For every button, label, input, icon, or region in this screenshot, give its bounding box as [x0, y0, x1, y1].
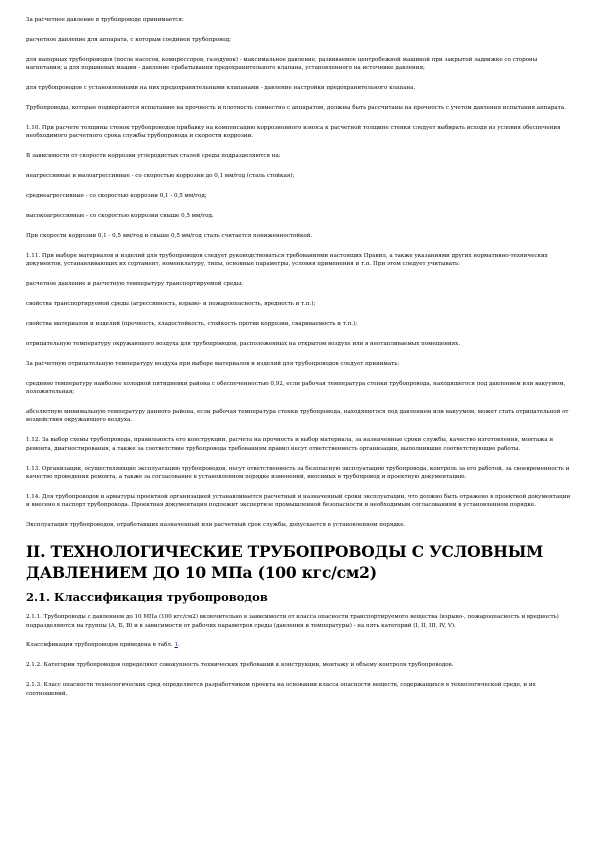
table-1-link[interactable]: 1 [174, 642, 178, 649]
paragraph: За расчетную отрицательную температуру воздуха при выборе материалов и изделий для трубопроводов следует принимать: [26, 360, 400, 367]
paragraph: Эксплуатация трубопроводов, отработавших назначенный или расчетный срок службы, допускается в установленном порядке. [26, 522, 406, 529]
paragraph-group-general [26, 16, 571, 530]
classification-end: . [177, 642, 180, 649]
paragraph: В зависимости от скорости коррозии углеродистых сталей среды подразделяются на: [26, 153, 281, 160]
paragraph: За расчетное давление в трубопроводе принимается: [26, 17, 184, 23]
paragraph: 1.11. При выборе материалов и изделий для трубопроводов следует руководствоваться требованиями настоящих Правил, а также указаниями других нормативно-технических документов, устанавливающих их сортамент, номенклатуру, типы, основные параметры, условия применения и т.п. При этом следует учитывать: [26, 252, 548, 268]
paragraph-2-1-2: 2.1.2. Категории трубопроводов определяют совокупность технических требований к конструкции, монтажу и объему контроля трубопроводов. [26, 662, 454, 669]
paragraph: Трубопроводы, которые подвергаются испытанию на прочность и плотность совместно с аппаратом, должны быть рассчитаны на прочность с учетом давления испытания аппарата. [26, 105, 566, 112]
paragraph: расчетное давление и расчетную температуру транспортируемой среды; [26, 281, 244, 288]
paragraph: неагрессивные и малоагрессивные - со скоростью коррозии до 0,1 мм/год (сталь стойкая); [26, 173, 295, 180]
paragraph-2-1-1: 2.1.1. Трубопроводы с давлением до 10 МПа (100 кгс/см2) включительно в зависимости от класса опасности транспортируемого вещества (взрыво-, пожароопасность и вредность) подразделяются на группы (А, Б, В) и в зависимости от рабочих параметров среды (давления и температуры) - на пять категорий (I, II, III, IV, V). [26, 614, 559, 629]
classification-text: Классификация трубопроводов приведена в табл. [26, 642, 175, 649]
paragraph: расчетное давление для аппарата, с которым соединен трубопровод; [26, 36, 231, 43]
subsection-heading: 2.1. Классификация трубопроводов [26, 590, 268, 605]
paragraph: свойства транспортируемой среды (агрессивность, взрыво- и пожароопасность, вредность и т.п.); [26, 301, 316, 307]
paragraph-classification [26, 641, 571, 649]
paragraph: отрицательную температуру окружающего воздуха для трубопроводов, расположенных на открытом воздухе или в неотапливаемых помещениях. [26, 340, 461, 347]
paragraph: для напорных трубопроводов (после насосов, компрессоров, газодувок) - максимальное давление, развиваемое центробежной машиной при закрытой задвижке со стороны нагнетания; а для поршневых машин - давление срабатывания предохранительного клапана, установленного на источнике давления; [26, 56, 538, 72]
paragraph: среднюю температуру наиболее холодной пятидневки района с обеспеченностью 0,92, если рабочая температура стенки трубопровода, находящегося под давлением или вакуумом, положительная; [26, 380, 566, 396]
paragraph: для трубопроводов с установленными на них предохранительными клапанами - давление настройки предохранительного клапана. [26, 85, 416, 92]
paragraph: При скорости коррозии 0,1 - 0,5 мм/год и свыше 0,5 мм/год сталь считается пониженностойкой. [26, 232, 313, 239]
paragraph: 1.13. Организации, осуществляющие эксплуатацию трубопроводов, несут ответственность за безопасную эксплуатацию трубопровода, контроль за его работой, за своевременность и качество проведения ремонта, а также за согласование в установленном порядке изменений, вносимых в трубопровод и проектную документацию. [26, 465, 570, 480]
section-heading: II. ТЕХНОЛОГИЧЕСКИЕ ТРУБОПРОВОДЫ С УСЛОВНЫМ ДАВЛЕНИЕМ ДО 10 МПа (100 кгс/см2) [26, 542, 544, 583]
paragraph: абсолютную минимальную температуру данного района, если рабочая температура стенки трубопровода, находящегося под давлением или вакуумом, может стать отрицательной от воздействия окружающего воздуха. [26, 408, 569, 424]
paragraph-2-1-3: 2.1.3. Класс опасности технологических сред определяется разработчиком проекта на основании класса опасности веществ, содержащихся в технологической среде, и их соотношений. [26, 682, 536, 697]
document-page [26, 16, 571, 710]
paragraph: 1.10. При расчете толщины стенок трубопроводов прибавку на компенсацию коррозионного износа к расчетной толщине стенки следует выбирать исходя из условия обеспечения необходимого расчетного срока службы трубопровода и скорости коррозии. [26, 124, 561, 140]
paragraph: среднеагрессивные - со скоростью коррозии 0,1 - 0,5 мм/год; [26, 193, 207, 200]
paragraph: 1.14. Для трубопроводов и арматуры проектной организацией устанавливается расчетный и назначенный сроки эксплуатации, что должно быть отражено в проектной документации и внесено в паспорт трубопровода. Проектная документация подлежит экспертизе промышленной безопасности и необходимым согласованиям в установленном порядке. [26, 493, 571, 509]
paragraph: 1.12. За выбор схемы трубопровода, правильность его конструкции, расчета на прочность и выбор материала, за назначенные сроки службы, качество изготовления, монтажа и ремонта, диагностирования, а также за соответствие трубопровода требованиям правил несут ответственность организации, выполнившие соответствующие работы. [26, 437, 554, 452]
paragraph: свойства материалов и изделий (прочность, хладостойкость, стойкость против коррозии, свариваемость и т.п.); [26, 320, 358, 327]
paragraph: высокоагрессивные - со скоростью коррозии свыше 0,5 мм/год. [26, 212, 214, 219]
